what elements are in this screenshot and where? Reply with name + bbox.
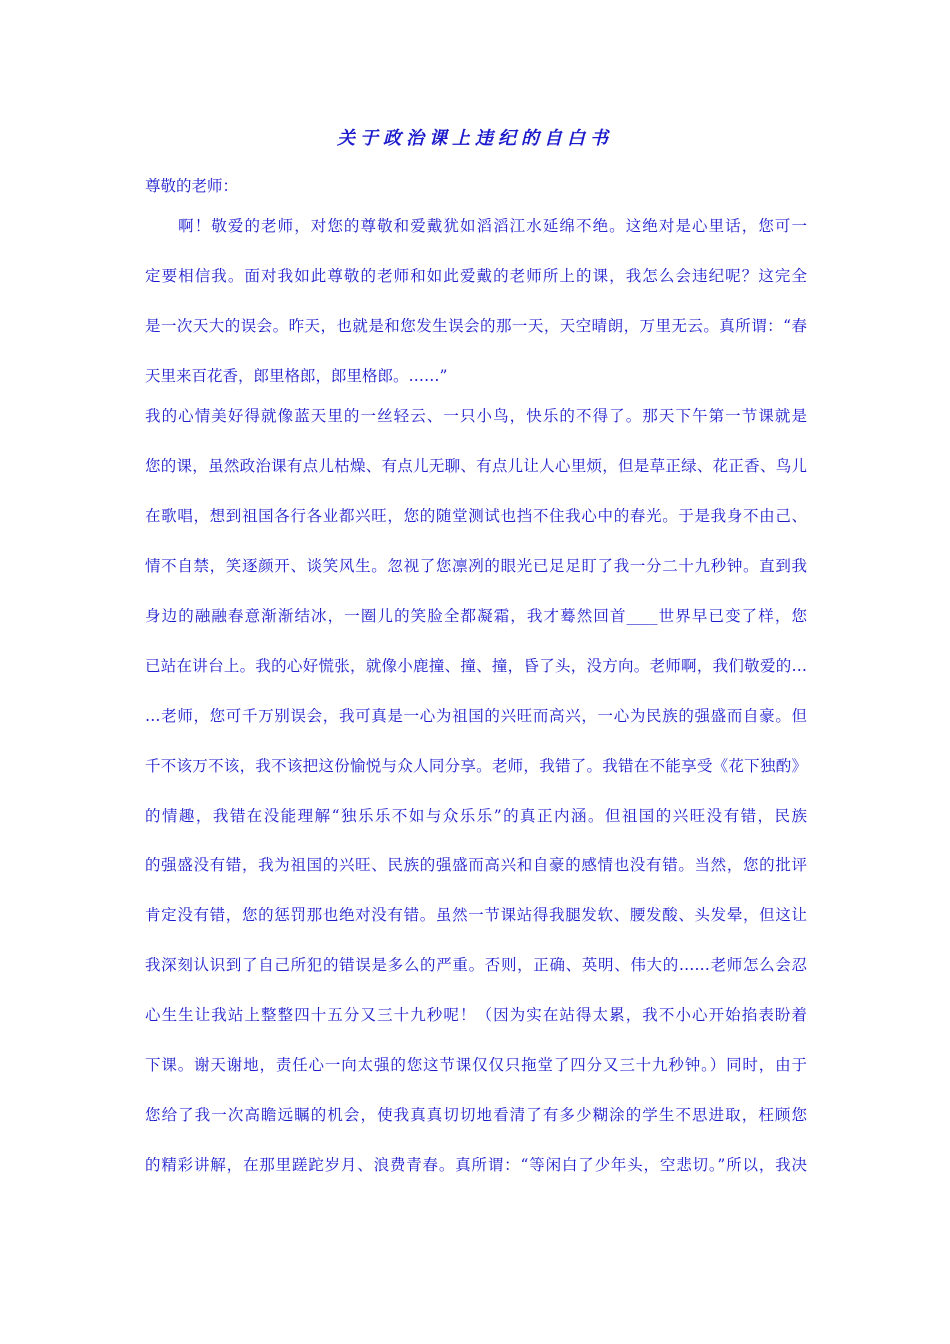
body-line: 肯定没有错，您的惩罚那也绝对没有错。虽然一节课站得我腿发软、腰发酸、头发晕，但这让 xyxy=(145,906,807,924)
body-line: 是一次天大的误会。昨天，也就是和您发生误会的那一天，天空晴朗，万里无云。真所谓：“春 xyxy=(145,317,807,335)
body-line: 啊！敬爱的老师，对您的尊敬和爱戴犹如滔滔江水延绵不绝。这绝对是心里话，您可一 xyxy=(145,217,807,235)
body-line: 我的心情美好得就像蓝天里的一丝轻云、一只小鸟，快乐的不得了。那天下午第一节课就是 xyxy=(145,407,807,425)
body-line: 已站在讲台上。我的心好慌张，就像小鹿撞、撞、撞，昏了头，没方向。老师啊，我们敬爱的… xyxy=(145,657,807,675)
body-line: 身边的融融春意渐渐结冰，一圈儿的笑脸全都凝霜，我才蓦然回首____世界早已变了样，您 xyxy=(145,607,807,625)
body-line: 您的课，虽然政治课有点儿枯燥、有点儿无聊、有点儿让人心里烦，但是草正绿、花正香、鸟儿 xyxy=(145,457,807,475)
body-line: 的强盛没有错，我为祖国的兴旺、民族的强盛而高兴和自豪的感情也没有错。当然，您的批评 xyxy=(145,856,807,874)
body-line: 天里来百花香，郎里格郎，郎里格郎。……” xyxy=(145,367,448,385)
body-line: 我深刻认识到了自己所犯的错误是多么的严重。否则，正确、英明、伟大的……老师怎么会忍 xyxy=(145,956,807,974)
body-line: 定要相信我。面对我如此尊敬的老师和如此爱戴的老师所上的课，我怎么会违纪呢？这完全 xyxy=(145,267,807,285)
document-title: 关于政治课上违纪的自白书 xyxy=(337,128,613,149)
body-line: 千不该万不该，我不该把这份愉悦与众人同分享。老师，我错了。我错在不能享受《花下独酌》 xyxy=(145,757,807,775)
body-line: 您给了我一次高瞻远瞩的机会，使我真真切切地看清了有多少糊涂的学生不思进取，枉顾您 xyxy=(145,1106,807,1124)
salutation: 尊敬的老师： xyxy=(145,177,239,195)
body-line: 在歌唱，想到祖国各行各业都兴旺，您的随堂测试也挡不住我心中的春光。于是我身不由己、 xyxy=(145,507,807,525)
body-line: 的情趣，我错在没能理解“独乐乐不如与众乐乐”的真正内涵。但祖国的兴旺没有错，民族 xyxy=(145,807,807,825)
body-line: 情不自禁，笑逐颜开、谈笑风生。忽视了您凛冽的眼光已足足盯了我一分二十九秒钟。直到我 xyxy=(145,557,807,575)
body-line: 的精彩讲解，在那里蹉跎岁月、浪费青春。真所谓：“等闲白了少年头，空悲切。”所以，我决 xyxy=(145,1156,807,1174)
body-line: 下课。谢天谢地，责任心一向太强的您这节课仅仅只拖堂了四分又三十九秒钟。）同时，由于 xyxy=(145,1056,807,1074)
body-line: 心生生让我站上整整四十五分又三十九秒呢！（因为实在站得太累，我不小心开始掐表盼着 xyxy=(145,1006,807,1024)
body-line: …老师，您可千万别误会，我可真是一心为祖国的兴旺而高兴，一心为民族的强盛而自豪。但 xyxy=(145,707,807,725)
